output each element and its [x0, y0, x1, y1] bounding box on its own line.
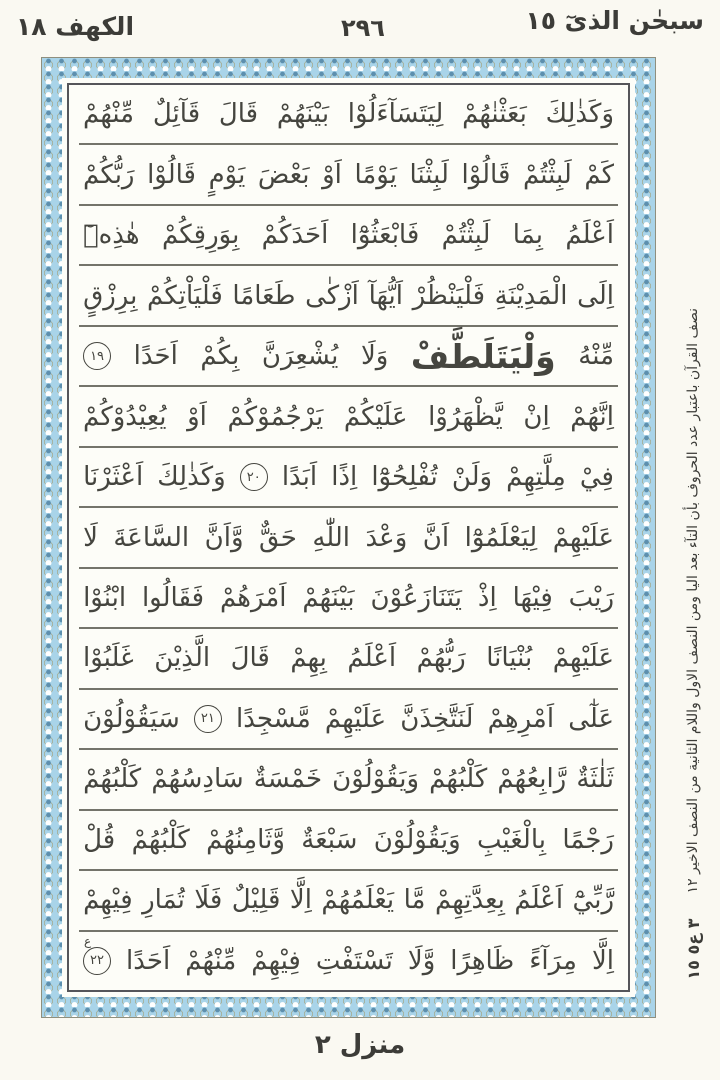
quran-word: كَمْ	[584, 159, 614, 190]
quran-word: هٰذِهٖٓ	[83, 220, 140, 251]
quran-word: رَجْمًا	[562, 824, 614, 855]
quran-word: سَيَقُوْلُوْنَ	[83, 703, 180, 734]
quran-word: وَّاَنَّ	[204, 522, 244, 553]
quran-word: كَلْبُهُمْ	[131, 824, 190, 855]
quran-word: وَكَذٰلِكَ	[545, 99, 614, 130]
quran-word: عَلَيْهِمْ	[324, 703, 387, 734]
quran-word: مِّنْهُمْ	[185, 945, 237, 976]
quran-word: رَبُّكُمْ	[83, 159, 135, 190]
quran-word: لَبِثْتُمْ	[441, 220, 491, 251]
quran-word: اَعْلَمُ	[565, 220, 614, 251]
quran-word: فَقَالُوا	[141, 582, 205, 613]
quran-word: وَلَا	[360, 341, 389, 372]
ayah-end-marker: ٢٠	[240, 463, 268, 491]
quran-line-11	[79, 690, 618, 750]
quran-word: يَعْلَمُهُمْ	[321, 885, 395, 916]
quran-word: بِمَا	[512, 220, 543, 251]
quran-line-2	[79, 145, 618, 205]
quran-word: السَّاعَةَ	[113, 522, 190, 553]
quran-word: قَالَ	[218, 99, 259, 130]
quran-word: اَعْلَمُ	[514, 885, 564, 916]
quran-word: اَمْرَهُمْ	[219, 582, 287, 613]
quran-line-1	[79, 85, 618, 145]
quran-word: اِلَّا	[289, 885, 312, 916]
quran-word: يَوْمًا	[354, 159, 397, 190]
quran-word: قَالُوْا	[147, 159, 196, 190]
quran-word: رَبُّهُمْ	[416, 643, 466, 674]
quran-word: قَآئِلٌ	[152, 99, 201, 130]
quran-word: خَمْسَةٌ	[253, 764, 323, 795]
quran-word: يَتَنَازَعُوْنَ	[370, 582, 462, 613]
quran-text-area	[67, 83, 630, 992]
ruku-margin-marker: ٣ ع٥ ١٥	[684, 918, 703, 980]
quran-word: لَا	[83, 522, 98, 553]
quran-word: فِيْهِمْ	[83, 885, 133, 916]
quran-word: الْمَدِيْنَةِ	[494, 280, 568, 311]
quran-word: كَلْبُهُمْ	[429, 764, 488, 795]
quran-word: تُمَارِ	[142, 885, 185, 916]
quran-word: اِنَّهُمْ	[570, 401, 614, 432]
manzil-label: منزل ٢	[314, 1030, 406, 1060]
quran-word: ثَلٰثَةٌ	[576, 764, 614, 795]
quran-word: حَقٌّ	[259, 522, 297, 553]
page-number: ٢٩٦	[341, 14, 385, 42]
quran-word: اَبَدًا	[281, 462, 318, 493]
quran-word: بَيْنَهُمْ	[302, 582, 355, 613]
quran-word: قَلِيْلٌ	[231, 885, 281, 916]
quran-word: يَرْجُمُوْكُمْ	[227, 401, 324, 432]
quran-word: بِكُمْ	[200, 341, 240, 372]
quran-word: تَسْتَفْتِ	[315, 945, 393, 976]
quran-word: اَمْرِهِمْ	[487, 703, 555, 734]
quran-line-5	[79, 327, 618, 387]
quran-word: اَوْ	[322, 159, 342, 190]
quran-word: فَلْيَنْظُرْ	[412, 280, 485, 311]
quran-word: مِلَّتِهِمْ	[506, 462, 566, 493]
quran-word: اَوْ	[187, 401, 207, 432]
border-inner-gap	[62, 78, 635, 997]
page-header	[0, 0, 720, 56]
quran-word: فِيْهَا	[512, 582, 553, 613]
quran-word: مِّنْهُمْ	[83, 99, 135, 130]
quran-word: عَلٰٓى	[568, 703, 614, 734]
quran-word: اَحَدَكُمْ	[261, 220, 329, 251]
quran-word: اَنَّ	[422, 522, 450, 553]
quran-word: يَوْمٍ	[208, 159, 246, 190]
quran-word: وَّثَامِنُهُمْ	[206, 824, 285, 855]
quran-line-4	[79, 266, 618, 326]
quran-line-12	[79, 750, 618, 810]
quran-word: وَّلَا	[407, 945, 436, 976]
half-quran-word: وَلْيَتَلَطَّفْ	[410, 336, 556, 376]
quran-word: سَادِسُهُمْ	[151, 764, 244, 795]
quran-word: اَعْثَرْنَا	[83, 462, 144, 493]
quran-word: مِّنْهُ	[578, 341, 614, 372]
quran-word: يُشْعِرَنَّ	[261, 341, 339, 372]
quran-line-10	[79, 629, 618, 689]
ayah-end-marker: ٢٢ ع	[83, 947, 111, 975]
quran-word: اَيُّهَآ	[368, 280, 403, 311]
quran-word: عَلَيْكُمْ	[343, 401, 408, 432]
quran-word: غَلَبُوْا	[83, 643, 134, 674]
quran-word: اَزْكٰى	[305, 280, 359, 311]
half-quran-margin-note: نصف القرآن باعتبار عدد الحروف بأن التآء بعد اليا ومن النصف الاول واللام الثانية من النصف الاخير ١٢	[685, 308, 701, 894]
quran-word: اِذًا	[331, 462, 358, 493]
quran-word: بِالْغَيْبِ	[477, 824, 547, 855]
quran-line-13	[79, 811, 618, 871]
quran-word: بِوَرِقِكُمْ	[161, 220, 240, 251]
quran-word: فِيْهِمْ	[251, 945, 301, 976]
quran-line-14	[79, 871, 618, 931]
quran-word: كَلْبُهُمْ	[83, 764, 142, 795]
quran-word: رَّابِعُهُمْ	[497, 764, 567, 795]
quran-word: قَالُوْا	[461, 159, 511, 190]
quran-word: اِنْ	[523, 401, 550, 432]
quran-word: الَّذِيْنَ	[154, 643, 211, 674]
quran-word: يُعِيْدُوْكُمْ	[83, 401, 167, 432]
quran-word: بِعِدَّتِهِمْ	[434, 885, 505, 916]
quran-word: فَلْيَاْتِكُمْ	[147, 280, 223, 311]
quran-word: ظَاهِرًا	[450, 945, 515, 976]
quran-word: بَيْنَهُمْ	[276, 99, 330, 130]
quran-line-6	[79, 387, 618, 447]
quran-word: بَعْضَ	[257, 159, 310, 190]
quran-word: مَّا	[403, 885, 426, 916]
quran-word: وَيَقُوْلُوْنَ	[332, 764, 419, 795]
quran-line-7	[79, 448, 618, 508]
quran-word: وَيَقُوْلُوْنَ	[373, 824, 461, 855]
quran-word: وَكَذٰلِكَ	[157, 462, 226, 493]
quran-word: لِيَعْلَمُوْٓا	[464, 522, 538, 553]
quran-word: سَبْعَةٌ	[301, 824, 358, 855]
quran-word: بُنْيَانًا	[486, 643, 533, 674]
quran-word: رَّبِّيْٓ	[572, 885, 614, 916]
quran-word: تُفْلِحُوْٓا	[371, 462, 438, 493]
quran-line-15	[79, 932, 618, 990]
quran-word: اِلَّا	[591, 945, 614, 976]
quran-word: وَعْدَ	[365, 522, 408, 553]
quran-word: عَلَيْهِمْ	[552, 643, 614, 674]
quran-word: بِرِزْقٍ	[83, 280, 138, 311]
decorative-border	[41, 57, 656, 1018]
quran-word: فَلَا	[194, 885, 223, 916]
quran-word: اَحَدًا	[133, 341, 178, 372]
quran-word: اللّٰهِ	[312, 522, 351, 553]
quran-word: رَيْبَ	[568, 582, 614, 613]
quran-line-8	[79, 508, 618, 568]
quran-word: لِيَتَسَآءَلُوْا	[347, 99, 444, 130]
quran-word: قَالَ	[230, 643, 270, 674]
juz-title-label: سبحٰن الذىٓ ١٥	[525, 6, 704, 35]
quran-word: بِهِمْ	[290, 643, 327, 674]
quran-word: لَبِثْنَا	[409, 159, 449, 190]
quran-word: ابْنُوْا	[83, 582, 127, 613]
ayah-end-marker: ١٩	[83, 342, 111, 370]
quran-word: لَبِثْتُمْ	[522, 159, 572, 190]
quran-word: يَّظْهَرُوْا	[428, 401, 503, 432]
quran-word: اِذْ	[477, 582, 497, 613]
quran-word: لَنَتَّخِذَنَّ	[400, 703, 474, 734]
quran-word: عَلَيْهِمْ	[552, 522, 614, 553]
quran-word: قُلْ	[83, 824, 116, 855]
quran-word: اَحَدًا	[126, 945, 171, 976]
quran-word: طَعَامًا	[232, 280, 296, 311]
quran-word: فِيْ	[579, 462, 614, 493]
ayah-end-marker: ٢١	[194, 705, 222, 733]
quran-word: اَعْلَمُ	[347, 643, 397, 674]
quran-word: مَّسْجِدًا	[236, 703, 311, 734]
ruku-end-symbol: ع	[84, 933, 92, 948]
quran-line-3	[79, 206, 618, 266]
quran-word: مِرَآءً	[529, 945, 577, 976]
quran-word: وَلَنْ	[451, 462, 493, 493]
quran-word: فَابْعَثُوْٓا	[350, 220, 420, 251]
surah-title-label: الكهف ١٨	[16, 12, 135, 41]
quran-word: بَعَثْنٰهُمْ	[462, 99, 527, 130]
quran-line-9	[79, 569, 618, 629]
quran-word: اِلَى	[577, 280, 614, 311]
